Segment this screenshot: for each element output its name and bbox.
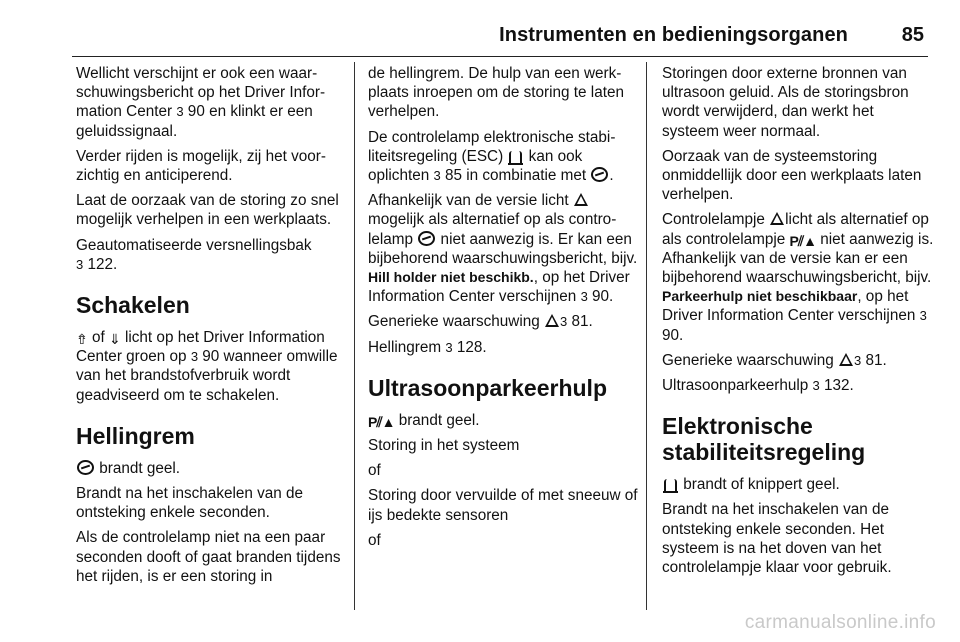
- page-ref-arrow-icon: 3: [433, 168, 441, 184]
- section-heading: Ultrasoonparkeerhulp: [368, 374, 607, 401]
- text: Storingen door externe bronnen van ultrasoon geluid. Als de storingsbron wordt verwijderd, dan werkt het systeem weer normaal.: [662, 65, 909, 140]
- text: Storing in het systeem: [368, 437, 520, 455]
- park-pilot-icon: P⫽▲: [789, 232, 816, 249]
- text: 81.: [861, 351, 887, 369]
- text: niet aanwezig is. Afhankelijk van de versie kan er een bijbehorend waarschuwingsbericht, bijv.: [662, 230, 934, 287]
- paragraph: [368, 486, 640, 524]
- section-heading: Elektronische stabiliteitsregeling: [662, 413, 866, 466]
- text: De controlelamp elektronische stabiliteitsregeling (ESC): [368, 128, 616, 165]
- text: 90 en klinkt er een geluidssignaal.: [76, 103, 313, 140]
- paragraph: [662, 147, 934, 205]
- page-ref-arrow-icon: 3: [176, 104, 184, 120]
- warning-triangle-icon: [770, 212, 784, 225]
- warning-triangle-icon: [839, 353, 853, 366]
- paragraph: [368, 312, 640, 331]
- text: , op het Driver Information Center verschijnen: [662, 288, 920, 325]
- text: 132.: [819, 377, 854, 395]
- paragraph: [76, 459, 348, 478]
- warning-triangle-icon: [545, 314, 559, 327]
- paragraph: [76, 328, 348, 405]
- text: brandt geel.: [95, 459, 181, 477]
- paragraph: [76, 484, 348, 522]
- hill-hold-icon: [77, 460, 94, 475]
- paragraph: [662, 64, 934, 141]
- page-ref-arrow-icon: 3: [76, 256, 84, 272]
- text: Generieke waarschuwing: [368, 313, 545, 331]
- text: of: [368, 531, 381, 549]
- page-header: [0, 0, 960, 56]
- esc-icon: [664, 479, 677, 491]
- text: licht op het Driver Information Center groen op: [76, 329, 325, 366]
- shift-down-icon: ⇓: [109, 331, 121, 348]
- page-header-title: Instrumenten en bedieningsorganen: [499, 24, 848, 46]
- paragraph: [368, 64, 640, 122]
- text: mogelijk als alternatief op als controlelamp: [368, 211, 617, 248]
- column-divider: [646, 62, 647, 610]
- paragraph: [368, 531, 640, 550]
- text: Generieke waarschuwing: [662, 351, 839, 369]
- text: Oorzaak van de systeemstoring onmiddellijk door een werkplaats laten verhelpen.: [662, 147, 922, 204]
- hill-hold-icon: [591, 167, 608, 182]
- column-divider: [354, 62, 355, 610]
- page-number: 85: [901, 24, 924, 46]
- text: of: [87, 329, 109, 347]
- paragraph: [368, 128, 640, 186]
- text: Storing door vervuilde of met sneeuw of ijs bedekte sensoren: [368, 487, 638, 524]
- paragraph: [662, 210, 934, 344]
- text: , op het Driver Information Center verschijnen: [368, 269, 630, 306]
- paragraph: [368, 436, 640, 455]
- page-ref-arrow-icon: 3: [190, 349, 199, 365]
- text: 128.: [452, 338, 487, 356]
- text: Brandt na het inschakelen van de ontsteking enkele seconden. Het systeem is na het doven van het controlelampje klaar voor gebruik.: [662, 501, 892, 577]
- text: Geautomatiseerde versnellingsbak: [76, 236, 312, 254]
- page-ref-arrow-icon: 3: [445, 339, 453, 355]
- shift-up-icon: ⇮: [76, 331, 88, 348]
- text: .: [609, 167, 614, 185]
- esc-icon: [509, 151, 522, 163]
- message-text: Hill holder niet beschikb.: [368, 269, 534, 286]
- paragraph: [76, 236, 348, 274]
- section-heading: Hellingrem: [76, 422, 195, 449]
- text: 90.: [662, 326, 684, 344]
- text: Hellingrem: [368, 338, 446, 356]
- text: brandt of knippert geel.: [679, 476, 840, 494]
- paragraph: [76, 64, 348, 141]
- paragraph: [368, 461, 640, 480]
- page-ref-arrow-icon: 3: [560, 314, 568, 330]
- section-heading: Schakelen: [76, 292, 190, 319]
- text: 81.: [567, 313, 593, 331]
- warning-triangle-icon: [574, 193, 588, 206]
- text: of: [368, 462, 381, 480]
- page-ref-arrow-icon: 3: [854, 352, 862, 368]
- paragraph: [368, 338, 640, 357]
- text: 90.: [587, 288, 614, 306]
- text: kan ook oplichten: [368, 147, 583, 185]
- paragraph: [662, 376, 934, 395]
- text: Afhankelijk van de versie licht: [368, 192, 573, 210]
- text: brandt geel.: [394, 411, 480, 429]
- page-ref-arrow-icon: 3: [919, 308, 927, 324]
- text: Verder rijden is mogelijk, zij het voorzichtig en anticiperend.: [76, 147, 326, 185]
- text: Brandt na het inschakelen van de ontsteking enkele seconden.: [76, 485, 304, 522]
- paragraph: [662, 475, 934, 494]
- park-pilot-icon: P⫽▲: [368, 413, 395, 430]
- paragraph: [76, 147, 348, 185]
- text: de hellingrem. De hulp van een werkplaats inroepen om de storing te laten verhelpen.: [368, 65, 624, 121]
- text: 122.: [83, 255, 118, 273]
- page-ref-arrow-icon: 3: [580, 289, 588, 305]
- paragraph: [76, 528, 348, 586]
- watermark-text: carmanualsonline.info: [744, 612, 936, 633]
- text: Laat de oorzaak van de storing zo snel mogelijk verhelpen in een werkplaats.: [76, 192, 339, 229]
- text: Controlelampje: [662, 211, 770, 229]
- column-2: [368, 64, 640, 556]
- text: Wellicht verschijnt er ook een waarschuwingsbericht op het Driver Information Center: [76, 65, 326, 121]
- message-text: Parkeerhulp niet beschikbaar: [662, 288, 858, 305]
- column-3: [662, 64, 934, 583]
- paragraph: [662, 500, 934, 577]
- paragraph: [368, 411, 640, 430]
- header-divider: [72, 56, 928, 57]
- text: licht als alternatief op als controlelampje: [662, 211, 929, 248]
- text: Ultrasoonparkeerhulp: [662, 377, 813, 395]
- text: Als de controlelamp niet na een paar seconden dooft of gaat branden tijdens het rijden, is er een storing in: [76, 529, 341, 585]
- paragraph: [76, 191, 348, 229]
- column-1: [76, 64, 348, 592]
- text: niet aanwezig is. Er kan een bijbehorend waarschuwingsbericht, bijv.: [368, 230, 638, 267]
- text: 85 in combinatie met: [440, 167, 591, 185]
- page-ref-arrow-icon: 3: [812, 378, 820, 394]
- hill-hold-icon: [418, 231, 435, 246]
- paragraph: [368, 191, 640, 306]
- paragraph: [662, 351, 934, 370]
- text: 90 wanneer omwille van het brandstofverbruik wordt geadviseerd om te schakelen.: [76, 348, 338, 404]
